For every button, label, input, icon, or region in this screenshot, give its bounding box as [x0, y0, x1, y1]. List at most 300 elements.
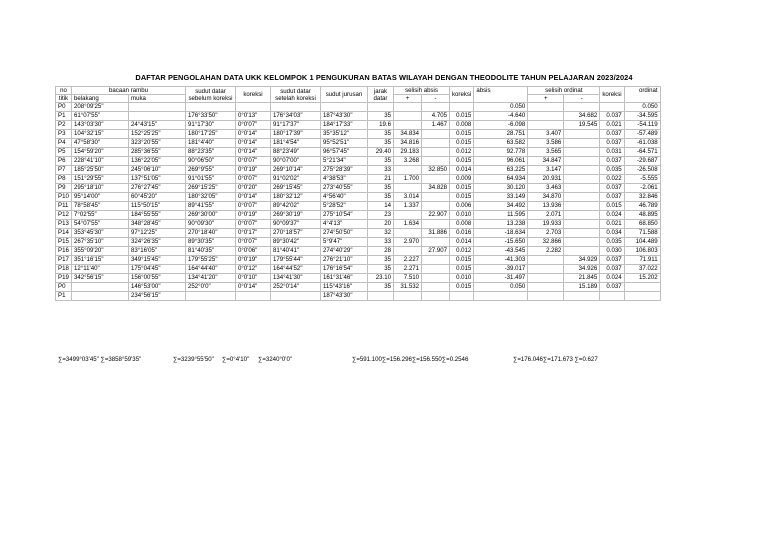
table-cell: 181°4'54": [271, 139, 321, 148]
table-cell: 351°16'15": [72, 256, 129, 265]
table-cell: 11.595: [474, 211, 528, 220]
table-row: [56, 139, 661, 148]
table-cell: 89°30'42": [271, 238, 321, 247]
table-cell: [624, 292, 660, 301]
table-cell: 134°41'30": [271, 274, 321, 283]
table-cell: 35: [368, 193, 394, 202]
table-body: [56, 103, 661, 301]
header-koreksi: koreksi: [236, 87, 271, 103]
table-cell: [474, 292, 528, 301]
table-cell: 78°58'45": [72, 202, 129, 211]
table-cell: [394, 292, 422, 301]
table-cell: [528, 103, 564, 112]
table-cell: 81°40'35": [186, 247, 236, 256]
header-bacaan-rambu: bacaan rambu: [72, 87, 186, 95]
table-cell: 269°10'14": [271, 166, 321, 175]
table-cell: 28: [368, 247, 394, 256]
table-cell: 5°21'34": [321, 157, 368, 166]
table-cell: 269°9'55": [186, 166, 236, 175]
table-row: [56, 247, 661, 256]
table-cell: [528, 274, 564, 283]
table-cell: [422, 175, 450, 184]
table-cell: 276°27'45": [129, 184, 186, 193]
table-cell: 0.024: [600, 211, 624, 220]
table-row: [56, 184, 661, 193]
table-cell: -54.119: [624, 121, 660, 130]
table-cell: P0: [56, 283, 72, 292]
header-ordinat-minus: -: [564, 95, 600, 103]
table-cell: 33: [368, 238, 394, 247]
table-cell: -15.650: [474, 238, 528, 247]
sum-sudut-setelah: ∑=3240°0'0": [258, 356, 293, 363]
table-cell: 95°52'51": [321, 139, 368, 148]
table-cell: P18: [56, 265, 72, 274]
table-cell: 1.337: [394, 202, 422, 211]
table-cell: 275°10'54": [321, 211, 368, 220]
table-cell: 0°0'13": [236, 112, 271, 121]
table-cell: [321, 103, 368, 112]
table-cell: 0.008: [450, 121, 474, 130]
table-cell: 1.467: [422, 121, 450, 130]
table-cell: [564, 292, 600, 301]
table-cell: 184°17'33": [321, 121, 368, 130]
table-cell: 115°43'16": [321, 283, 368, 292]
header-absis: absis: [474, 87, 528, 103]
table-cell: 275°28'39": [321, 166, 368, 175]
table-cell: 152°25'25": [129, 130, 186, 139]
table-cell: 35: [368, 184, 394, 193]
table-cell: 179°55'25": [186, 256, 236, 265]
table-row: [56, 202, 661, 211]
table-cell: 89°42'02": [271, 202, 321, 211]
table-cell: [564, 175, 600, 184]
sum-rambu: ∑=3499°03'45" ∑=3858°59'35": [58, 356, 142, 363]
header-sudut-datar-setelah: sudut datar setelah koreksi: [271, 87, 321, 103]
table-cell: 91°01'55": [186, 175, 236, 184]
table-cell: 274°50'50": [321, 229, 368, 238]
table-cell: 35: [368, 157, 394, 166]
table-cell: [422, 148, 450, 157]
table-cell: 269°15'45": [271, 184, 321, 193]
table-cell: 0°0'07": [236, 157, 271, 166]
table-cell: 81°40'41": [271, 247, 321, 256]
table-cell: 29.183: [394, 148, 422, 157]
table-row: [56, 256, 661, 265]
table-cell: P10: [56, 193, 72, 202]
table-cell: 96°57'45": [321, 148, 368, 157]
table-cell: 35°35'12": [321, 130, 368, 139]
table-cell: 89°41'55": [186, 202, 236, 211]
table-cell: -2.061: [624, 184, 660, 193]
table-cell: -6.098: [474, 121, 528, 130]
table-cell: 89°30'35": [186, 238, 236, 247]
table-cell: 228°41'10": [72, 157, 129, 166]
table-cell: 176°34'03": [271, 112, 321, 121]
table-cell: 4.705: [422, 112, 450, 121]
table-cell: 180°32'05": [186, 193, 236, 202]
table-cell: 285°36'55": [129, 148, 186, 157]
table-cell: 32.850: [422, 166, 450, 175]
table-cell: 0°0'07": [236, 220, 271, 229]
table-cell: 180°17'25": [186, 130, 236, 139]
table-cell: 63.225: [474, 166, 528, 175]
header-selisih-ordinat: selisih ordinat: [528, 87, 600, 95]
table-cell: P9: [56, 184, 72, 193]
table-cell: 146°53'00": [129, 283, 186, 292]
table-cell: 0.014: [450, 166, 474, 175]
table-cell: 0°0'14": [236, 139, 271, 148]
table-cell: [394, 211, 422, 220]
header-belakang: belakang: [72, 95, 129, 103]
table-cell: [564, 238, 600, 247]
header-sudut-datar-sebelum: sudut datar sebelum koreksi: [186, 87, 236, 103]
table-cell: 0.009: [450, 175, 474, 184]
table-cell: [72, 292, 129, 301]
table-cell: 104°32'15": [72, 130, 129, 139]
table-cell: 3.268: [394, 157, 422, 166]
table-cell: 0.015: [450, 130, 474, 139]
table-cell: -64.571: [624, 148, 660, 157]
table-cell: 19.933: [528, 220, 564, 229]
table-cell: [422, 139, 450, 148]
table-cell: 21.845: [564, 274, 600, 283]
table-cell: P5: [56, 148, 72, 157]
table-cell: 0.014: [450, 238, 474, 247]
table-cell: 0°0'06": [236, 247, 271, 256]
table-row: [56, 238, 661, 247]
table-cell: 3.586: [528, 139, 564, 148]
table-cell: 0.037: [600, 139, 624, 148]
sum-koreksi: ∑=0°4'10": [222, 356, 250, 363]
table-cell: 245°06'10": [129, 166, 186, 175]
table-cell: [564, 166, 600, 175]
table-cell: -4.640: [474, 112, 528, 121]
data-table: [55, 86, 661, 301]
table-cell: 270°18'40": [186, 229, 236, 238]
table-cell: [186, 103, 236, 112]
table-cell: [394, 184, 422, 193]
table-cell: [528, 112, 564, 121]
table-row: [56, 229, 661, 238]
table-cell: [368, 292, 394, 301]
table-cell: 234°56'15": [129, 292, 186, 301]
table-cell: [422, 292, 450, 301]
table-cell: 0.035: [600, 238, 624, 247]
table-cell: 0°0'14": [236, 283, 271, 292]
table-cell: 0.015: [450, 256, 474, 265]
table-cell: 3.147: [528, 166, 564, 175]
table-cell: [564, 220, 600, 229]
table-cell: P15: [56, 238, 72, 247]
table-cell: 180°17'39": [271, 130, 321, 139]
table-cell: [564, 157, 600, 166]
table-cell: 15.189: [564, 283, 600, 292]
table-cell: 269°30'00": [186, 211, 236, 220]
table-cell: 180°32'12": [271, 193, 321, 202]
table-cell: 21: [368, 175, 394, 184]
table-row: [56, 175, 661, 184]
table-cell: [394, 112, 422, 121]
table-cell: 0.015: [450, 112, 474, 121]
table-row: [56, 274, 661, 283]
table-cell: P6: [56, 157, 72, 166]
table-cell: [271, 292, 321, 301]
table-cell: 34.682: [564, 112, 600, 121]
table-cell: P1: [56, 292, 72, 301]
table-cell: 0.037: [600, 265, 624, 274]
table-cell: 0°0'19": [236, 256, 271, 265]
table-cell: [368, 103, 394, 112]
table-cell: 0°0'12": [236, 265, 271, 274]
table-cell: 19.545: [564, 121, 600, 130]
table-cell: 0.021: [600, 121, 624, 130]
table-cell: 27.907: [422, 247, 450, 256]
table-cell: 3.565: [528, 148, 564, 157]
table-cell: 252°0'0": [186, 283, 236, 292]
header-absis-plus: +: [394, 95, 422, 103]
table-cell: 71.911: [624, 256, 660, 265]
table-cell: P12: [56, 211, 72, 220]
table-cell: -31.497: [474, 274, 528, 283]
table-cell: [129, 103, 186, 112]
table-cell: 273°40'55": [321, 184, 368, 193]
header-ordinat: ordinat: [624, 87, 660, 103]
table-cell: [528, 283, 564, 292]
table-cell: 267°35'10": [72, 238, 129, 247]
table-cell: 23.10: [368, 274, 394, 283]
table-cell: 349°15'45": [129, 256, 186, 265]
sum-sudut-sebelum: ∑=3239°55'50": [173, 356, 214, 363]
table-cell: 0.010: [450, 274, 474, 283]
table-cell: 20.931: [528, 175, 564, 184]
table-cell: 32.846: [624, 193, 660, 202]
table-cell: 0°0'20": [236, 184, 271, 193]
table-cell: 0.006: [450, 202, 474, 211]
table-cell: 353°45'30": [72, 229, 129, 238]
table-cell: 276°21'10": [321, 256, 368, 265]
table-cell: 4°38'53": [321, 175, 368, 184]
table-cell: [564, 247, 600, 256]
table-cell: [422, 256, 450, 265]
table-cell: 31.532: [394, 283, 422, 292]
table-cell: -43.545: [474, 247, 528, 256]
table-cell: 0.037: [600, 157, 624, 166]
table-cell: 33.149: [474, 193, 528, 202]
table-cell: [394, 247, 422, 256]
table-cell: 13.238: [474, 220, 528, 229]
table-row: [56, 157, 661, 166]
table-cell: 32: [368, 229, 394, 238]
table-cell: 90°09'30": [186, 220, 236, 229]
table-cell: [564, 193, 600, 202]
table-cell: 137°51'05": [129, 175, 186, 184]
table-cell: 143°03'30": [72, 121, 129, 130]
table-cell: -34.595: [624, 112, 660, 121]
table-cell: 0.015: [450, 283, 474, 292]
sum-absis: ∑=591.100∑=156.296∑=156.550∑=0.2546: [352, 356, 469, 363]
table-cell: 179°55'44": [271, 256, 321, 265]
table-cell: 91°17'37": [271, 121, 321, 130]
table-cell: 295°18'10": [72, 184, 129, 193]
table-cell: -18.634: [474, 229, 528, 238]
table-cell: 34.926: [564, 265, 600, 274]
table-cell: 274°40'29": [321, 247, 368, 256]
table-cell: 33: [368, 166, 394, 175]
table-cell: 88°23'49": [271, 148, 321, 157]
table-cell: 4°4'13": [321, 220, 368, 229]
table-cell: 34.870: [528, 193, 564, 202]
table-cell: 0°0'07": [236, 202, 271, 211]
table-cell: [564, 103, 600, 112]
table-cell: [422, 283, 450, 292]
table-row: [56, 103, 661, 112]
table-cell: 34.492: [474, 202, 528, 211]
table-cell: [450, 292, 474, 301]
table-cell: 47°58'30": [72, 139, 129, 148]
table-cell: 35: [368, 265, 394, 274]
table-cell: 35: [368, 130, 394, 139]
table-cell: 154°59'20": [72, 148, 129, 157]
table-cell: 176°16'54": [321, 265, 368, 274]
table-cell: 1.700: [394, 175, 422, 184]
table-cell: 13.936: [528, 202, 564, 211]
sum-ordinat: ∑=176.046∑=171.673 ∑=0.627: [513, 356, 598, 363]
table-cell: [528, 292, 564, 301]
table-cell: [236, 292, 271, 301]
table-cell: 19.6: [368, 121, 394, 130]
summary-row: [0, 356, 768, 366]
table-cell: [564, 202, 600, 211]
table-cell: [394, 166, 422, 175]
table-cell: P7: [56, 166, 72, 175]
header-absis-minus: -: [422, 95, 450, 103]
table-cell: 0°0'19": [236, 211, 271, 220]
table-cell: 0°0'14": [236, 130, 271, 139]
table-cell: 208°09'25": [72, 103, 129, 112]
table-cell: 30.120: [474, 184, 528, 193]
table-cell: 0°0'17": [236, 229, 271, 238]
table-cell: 175°04'45": [129, 265, 186, 274]
table-cell: -57.489: [624, 130, 660, 139]
table-row: [56, 211, 661, 220]
table-cell: 0.015: [600, 202, 624, 211]
table-cell: [528, 121, 564, 130]
table-cell: 34.847: [528, 157, 564, 166]
table-cell: 104.489: [624, 238, 660, 247]
table-cell: [72, 283, 129, 292]
table-cell: 176°33'50": [186, 112, 236, 121]
table-cell: 2.071: [528, 211, 564, 220]
table-cell: 14: [368, 202, 394, 211]
table-cell: 151°29'55": [72, 175, 129, 184]
table-cell: 161°31'46": [321, 274, 368, 283]
table-row: [56, 112, 661, 121]
table-cell: 35: [368, 112, 394, 121]
header-sudut-jurusan: sudut jurusan: [321, 87, 368, 103]
table-cell: P0: [56, 103, 72, 112]
table-cell: [394, 103, 422, 112]
table-cell: 35: [368, 283, 394, 292]
table-cell: [600, 292, 624, 301]
table-cell: 323°20'55": [129, 139, 186, 148]
table-cell: 5°28'52": [321, 202, 368, 211]
document-title: DAFTAR PENGOLAHAN DATA UKK KELOMPOK 1 PENGUKURAN BATAS WILAYAH DENGAN THEODOLITE TAHUN PELAJARAN 2023/2024: [135, 73, 633, 82]
table-cell: 90°06'50": [186, 157, 236, 166]
table-cell: [422, 193, 450, 202]
table-cell: -61.038: [624, 139, 660, 148]
table-cell: [564, 211, 600, 220]
table-cell: 0.035: [600, 166, 624, 175]
table-cell: 34.834: [394, 130, 422, 139]
table-cell: 95°14'00": [72, 193, 129, 202]
table-cell: 0.030: [600, 247, 624, 256]
table-cell: 0.012: [450, 247, 474, 256]
table-cell: [528, 265, 564, 274]
table-cell: [422, 157, 450, 166]
table-cell: 61°07'55": [72, 112, 129, 121]
table-cell: 71.588: [624, 229, 660, 238]
table-cell: [422, 274, 450, 283]
table-cell: [564, 148, 600, 157]
table-cell: [129, 112, 186, 121]
table-cell: P3: [56, 130, 72, 139]
table-cell: [528, 256, 564, 265]
header-selisih-absis: selisih absis: [394, 87, 450, 95]
table-cell: P2: [56, 121, 72, 130]
table-cell: 23: [368, 211, 394, 220]
table-cell: -29.687: [624, 157, 660, 166]
table-cell: 187°43'30": [321, 112, 368, 121]
table-cell: 0.037: [600, 184, 624, 193]
table-cell: 0.037: [600, 112, 624, 121]
table-cell: 0.015: [450, 265, 474, 274]
table-cell: 164°44'52": [271, 265, 321, 274]
table-cell: [564, 184, 600, 193]
header-jarak-datar: jarak datar: [368, 87, 394, 103]
table-cell: 2.282: [528, 247, 564, 256]
table-row: [56, 193, 661, 202]
table-cell: [236, 103, 271, 112]
table-cell: 2.703: [528, 229, 564, 238]
table-cell: 136°22'05": [129, 157, 186, 166]
table-cell: 7°02'55": [72, 211, 129, 220]
table-cell: 0.015: [450, 157, 474, 166]
table-cell: [422, 265, 450, 274]
table-cell: 0.037: [600, 283, 624, 292]
header-titik: titik: [56, 95, 72, 103]
table-cell: 32.866: [528, 238, 564, 247]
table-cell: 60°45'20": [129, 193, 186, 202]
table-cell: 106.803: [624, 247, 660, 256]
table-cell: 97°12'25": [129, 229, 186, 238]
table-cell: -41.303: [474, 256, 528, 265]
table-cell: 184°55'55": [129, 211, 186, 220]
table-cell: 348°28'45": [129, 220, 186, 229]
table-cell: 4°56'40": [321, 193, 368, 202]
header-koreksi-absis: koreksi: [450, 87, 474, 103]
table-cell: 0°0'07": [236, 175, 271, 184]
table-cell: [564, 130, 600, 139]
table-cell: [422, 220, 450, 229]
table-cell: 92.778: [474, 148, 528, 157]
table-row: [56, 166, 661, 175]
table-cell: 28.751: [474, 130, 528, 139]
table-cell: 0°0'07": [236, 238, 271, 247]
table-cell: 187°43'30": [321, 292, 368, 301]
table-cell: 34.816: [394, 139, 422, 148]
table-row: [56, 283, 661, 292]
table-cell: 3.463: [528, 184, 564, 193]
